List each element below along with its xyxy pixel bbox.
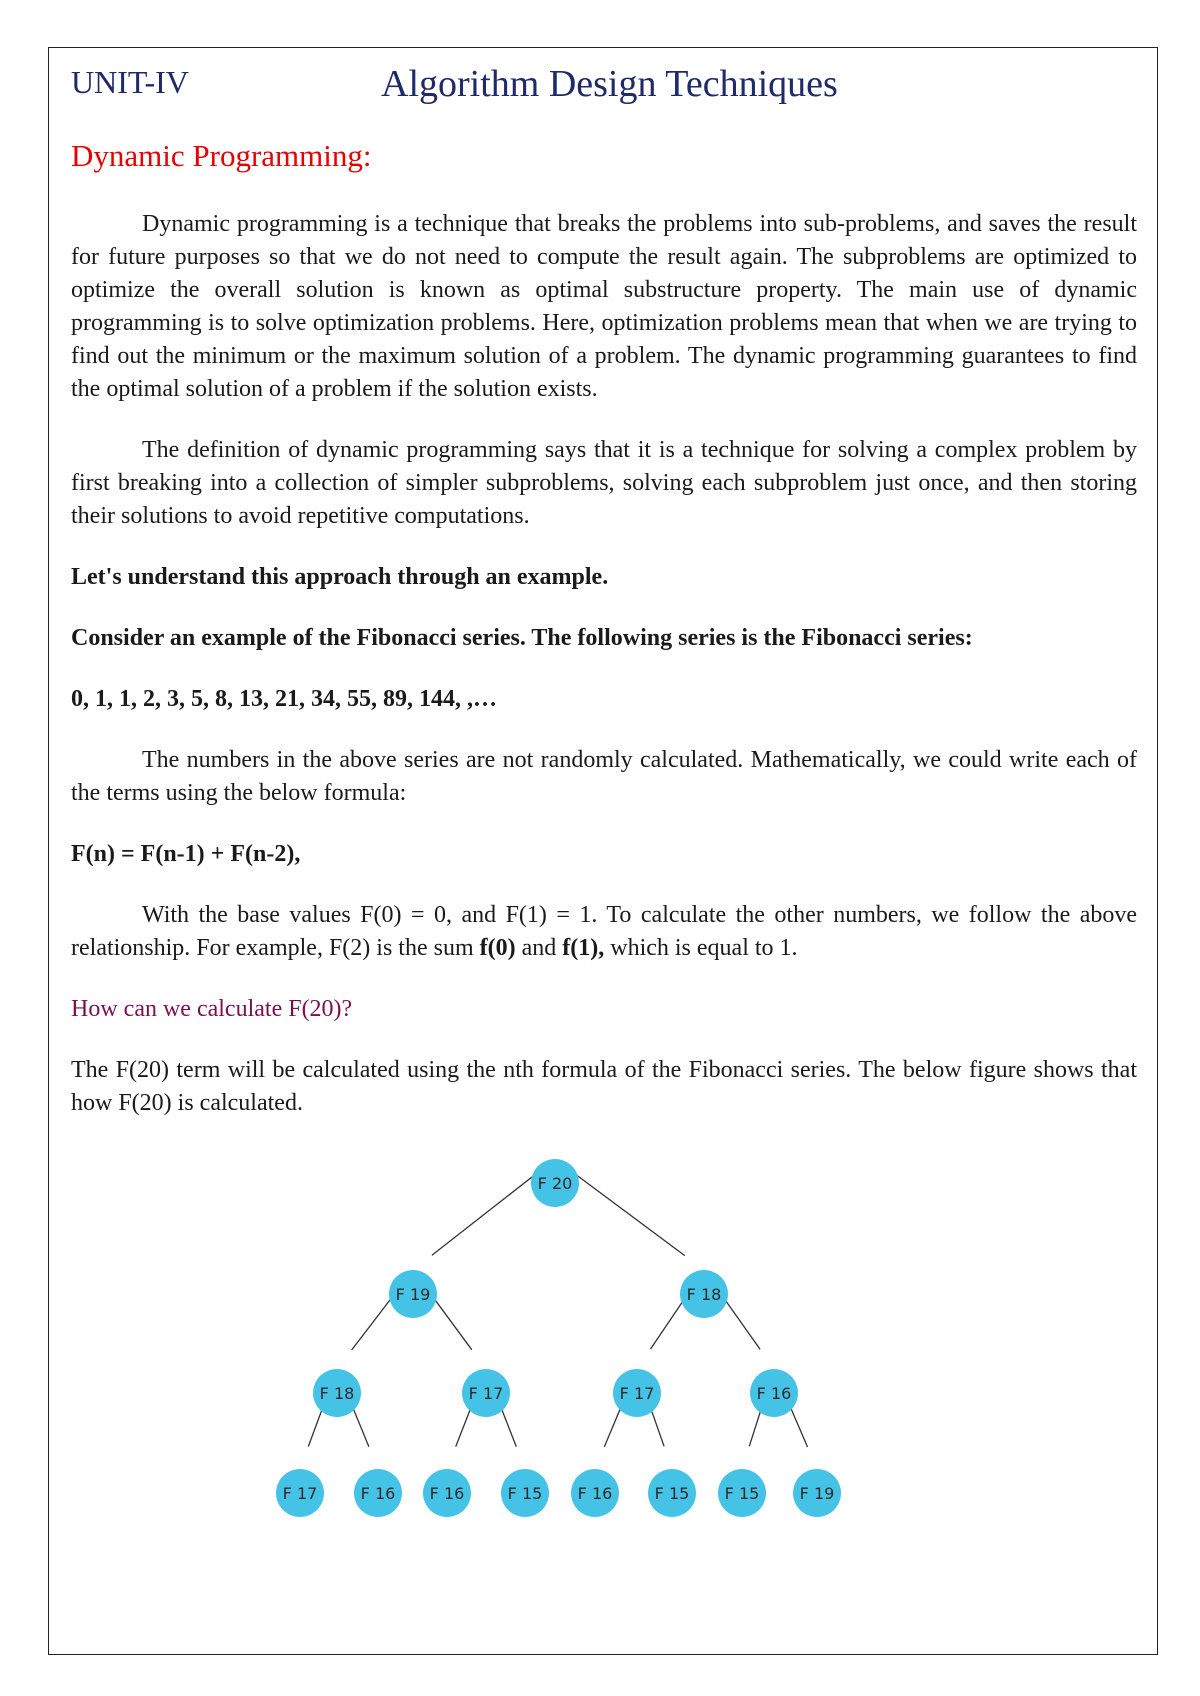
tree-node bbox=[793, 1469, 841, 1517]
page-header bbox=[71, 64, 1135, 114]
tree-node-label: F 17 bbox=[619, 1384, 655, 1403]
tree-node bbox=[501, 1469, 549, 1517]
formula: F(n) = F(n-1) + F(n-2), bbox=[71, 841, 301, 867]
fibonacci-recursion-tree bbox=[49, 1148, 1159, 1648]
tree-node bbox=[462, 1369, 510, 1417]
tree-node bbox=[750, 1369, 798, 1417]
tree-node-label: F 16 bbox=[360, 1484, 396, 1503]
paragraph-example-lead: Let's understand this approach through an example. bbox=[71, 564, 609, 590]
tree-edge bbox=[574, 1173, 685, 1255]
tree-node bbox=[276, 1469, 324, 1517]
tree-node-label: F 18 bbox=[319, 1384, 355, 1403]
tree-node-label: F 16 bbox=[429, 1484, 465, 1503]
page-frame bbox=[48, 47, 1158, 1655]
tree-node bbox=[313, 1369, 361, 1417]
tree-node-label: F 17 bbox=[468, 1384, 504, 1403]
paragraph-intro: Dynamic programming is a technique that breaks the problems into sub-problems, and saves the result for future purposes so that we do not need to compute the result again. The subproblems are optimized to optimize the overall solution is known as optimal substructure property. The main use of dynamic programming is to solve optimization problems. Here, optimization problems mean that when we are trying to find out the minimum or the maximum solution of a problem. The dynamic programming guarantees to find the optimal solution of a problem if the solution exists. bbox=[71, 211, 1137, 402]
base-values-text: With the base values F(0) = 0, and F(1) = 1. To calculate the other numbers, we follow the above relationship. For example, F(2) is the sum bbox=[71, 902, 1137, 961]
paragraph-base-values bbox=[71, 899, 1137, 965]
tree-node bbox=[531, 1159, 579, 1207]
question-heading: How can we calculate F(20)? bbox=[71, 996, 353, 1022]
term-f0: f(0) bbox=[479, 935, 516, 961]
tree-node-label: F 19 bbox=[799, 1484, 835, 1503]
tree-node-label: F 19 bbox=[395, 1285, 431, 1304]
paragraph-fibonacci-intro: Consider an example of the Fibonacci series. The following series is the Fibonacci series: bbox=[71, 625, 973, 651]
tree-node-label: F 16 bbox=[756, 1384, 792, 1403]
tree-node bbox=[571, 1469, 619, 1517]
tree-node bbox=[354, 1469, 402, 1517]
page-title: Algorithm Design Techniques bbox=[381, 63, 838, 105]
tree-node bbox=[648, 1469, 696, 1517]
term-f1: f(1), bbox=[562, 935, 605, 961]
tree-node bbox=[389, 1270, 437, 1318]
result-text: which is equal to 1. bbox=[604, 935, 798, 961]
tree-node-label: F 15 bbox=[507, 1484, 543, 1503]
paragraph-figure-intro: The F(20) term will be calculated using the nth formula of the Fibonacci series. The below figure shows that how F(20) is calculated. bbox=[71, 1057, 1137, 1116]
unit-label: UNIT-IV bbox=[71, 64, 189, 100]
tree-node-label: F 18 bbox=[686, 1285, 722, 1304]
body-text bbox=[71, 208, 1137, 1148]
section-title: Dynamic Programming: bbox=[71, 138, 372, 173]
tree-node bbox=[423, 1469, 471, 1517]
conjunction-text: and bbox=[515, 935, 563, 961]
fibonacci-series: 0, 1, 1, 2, 3, 5, 8, 13, 21, 34, 55, 89, 144, ,… bbox=[71, 686, 497, 712]
tree-node bbox=[613, 1369, 661, 1417]
paragraph-formula-intro: The numbers in the above series are not randomly calculated. Mathematically, we could write each of the terms using the below formula: bbox=[71, 747, 1137, 806]
tree-node bbox=[718, 1469, 766, 1517]
tree-node bbox=[680, 1270, 728, 1318]
tree-node-label: F 16 bbox=[577, 1484, 613, 1503]
tree-node-label: F 15 bbox=[654, 1484, 690, 1503]
paragraph-definition: The definition of dynamic programming says that it is a technique for solving a complex problem by first breaking into a collection of simpler subproblems, solving each subproblem just once, and then storing their solutions to avoid repetitive computations. bbox=[71, 437, 1137, 529]
tree-edge bbox=[432, 1174, 536, 1255]
tree-node-label: F 17 bbox=[282, 1484, 318, 1503]
tree-node-label: F 20 bbox=[537, 1174, 573, 1193]
tree-node-label: F 15 bbox=[724, 1484, 760, 1503]
